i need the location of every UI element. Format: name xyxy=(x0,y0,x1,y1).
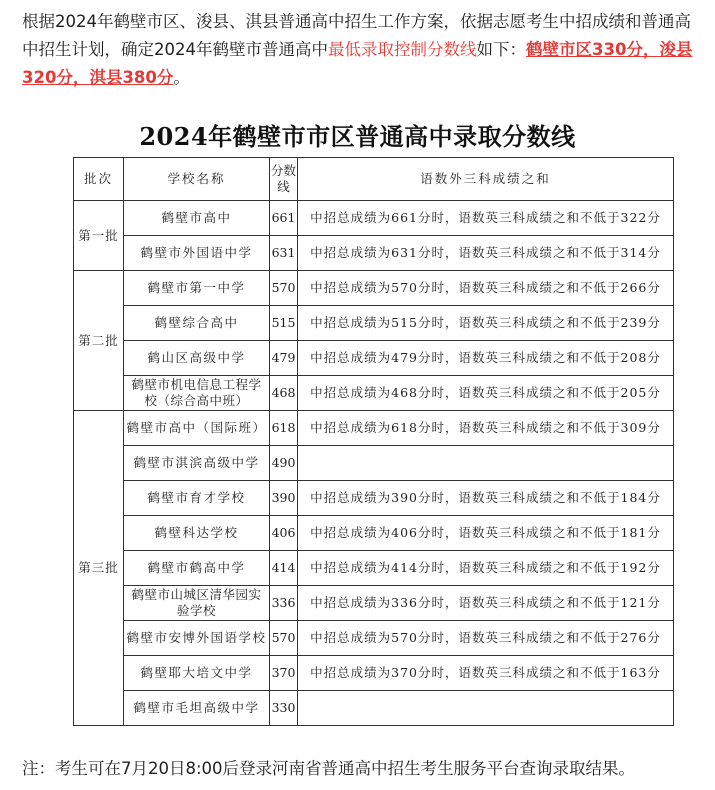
school-name-cell: 鹤山区高级中学 xyxy=(124,341,270,376)
score-cell: 370 xyxy=(270,656,298,691)
score-cell: 631 xyxy=(270,236,298,271)
score-cell: 570 xyxy=(270,271,298,306)
school-name-cell: 鹤壁市机电信息工程学校（综合高中班） xyxy=(124,376,270,411)
intro-highlight-label: 最低录取控制分数线 xyxy=(328,40,477,59)
intro-paragraph xyxy=(22,8,702,92)
table-row xyxy=(74,411,674,446)
intro-text-colon: 如下： xyxy=(476,40,526,59)
school-name-cell: 鹤壁科达学校 xyxy=(124,516,270,551)
header-score xyxy=(270,158,298,201)
table-body xyxy=(74,201,674,726)
score-cell: 468 xyxy=(270,376,298,411)
school-name-cell: 鹤壁市淇滨高级中学 xyxy=(124,446,270,481)
score-cell: 390 xyxy=(270,481,298,516)
score-cell: 406 xyxy=(270,516,298,551)
condition-cell: 中招总成绩为618分时，语数英三科成绩之和不低于309分 xyxy=(298,411,674,446)
intro-text-end: 。 xyxy=(173,68,190,87)
table-row xyxy=(74,446,674,481)
table-title: 2024年鹤壁市市区普通高中录取分数线 xyxy=(139,122,576,151)
batch-cell: 第三批 xyxy=(74,411,124,726)
table-row xyxy=(74,271,674,306)
school-name-cell: 鹤壁市鹤高中学 xyxy=(124,551,270,586)
condition-cell xyxy=(298,446,674,481)
table-row xyxy=(74,376,674,411)
school-name-cell: 鹤壁耶大培文中学 xyxy=(124,656,270,691)
school-name-cell: 鹤壁市育才学校 xyxy=(124,481,270,516)
table-row xyxy=(74,341,674,376)
score-cell: 336 xyxy=(270,586,298,621)
condition-cell: 中招总成绩为468分时，语数英三科成绩之和不低于205分 xyxy=(298,376,674,411)
table-row xyxy=(74,621,674,656)
score-cell: 661 xyxy=(270,201,298,236)
intro-highlight-scores: 鹤壁市区330分，浚县320分，淇县380分 xyxy=(22,40,693,87)
condition-cell: 中招总成绩为631分时，语数英三科成绩之和不低于314分 xyxy=(298,236,674,271)
table-row xyxy=(74,586,674,621)
school-name-cell: 鹤壁市山城区清华园实验学校 xyxy=(124,586,270,621)
condition-cell: 中招总成绩为406分时，语数英三科成绩之和不低于181分 xyxy=(298,516,674,551)
header-sum: 语数外三科成绩之和 xyxy=(298,158,674,201)
batch-cell: 第一批 xyxy=(74,201,124,271)
score-cell: 618 xyxy=(270,411,298,446)
condition-cell: 中招总成绩为570分时，语数英三科成绩之和不低于266分 xyxy=(298,271,674,306)
table-row xyxy=(74,551,674,586)
table-row xyxy=(74,481,674,516)
table-row xyxy=(74,656,674,691)
score-cell: 330 xyxy=(270,691,298,726)
table-row xyxy=(74,306,674,341)
batch-cell: 第二批 xyxy=(74,271,124,411)
score-cell: 515 xyxy=(270,306,298,341)
score-cell: 570 xyxy=(270,621,298,656)
condition-cell: 中招总成绩为370分时，语数英三科成绩之和不低于163分 xyxy=(298,656,674,691)
condition-cell: 中招总成绩为661分时，语数英三科成绩之和不低于322分 xyxy=(298,201,674,236)
score-cell: 414 xyxy=(270,551,298,586)
table-row xyxy=(74,516,674,551)
watermark-icon xyxy=(505,690,675,712)
score-cell: 479 xyxy=(270,341,298,376)
header-score-text: 分数 线 xyxy=(270,163,296,194)
school-name-cell: 鹤壁市外国语中学 xyxy=(124,236,270,271)
school-name-cell: 鹤壁市第一中学 xyxy=(124,271,270,306)
condition-cell: 中招总成绩为515分时，语数英三科成绩之和不低于239分 xyxy=(298,306,674,341)
header-batch: 批次 xyxy=(74,158,124,201)
condition-cell: 中招总成绩为414分时，语数英三科成绩之和不低于192分 xyxy=(298,551,674,586)
table-row xyxy=(74,201,674,236)
score-cell: 490 xyxy=(270,446,298,481)
school-name-cell: 鹤壁综合高中 xyxy=(124,306,270,341)
school-name-cell: 鹤壁市高中 xyxy=(124,201,270,236)
school-name-cell: 鹤壁市高中（国际班） xyxy=(124,411,270,446)
intro-text: 根据2024年鹤壁市区、浚县、淇县普通高中招生工作方案，依据志愿考生中招成绩和普通高中招生计划，确定2024年鹤壁市普通高中 xyxy=(22,12,691,59)
score-table xyxy=(73,157,674,726)
school-name-cell: 鹤壁市毛坦高级中学 xyxy=(124,691,270,726)
school-name-cell: 鹤壁市安博外国语学校 xyxy=(124,621,270,656)
condition-cell: 中招总成绩为479分时，语数英三科成绩之和不低于208分 xyxy=(298,341,674,376)
header-school: 学校名称 xyxy=(124,158,270,201)
footer-note: 注：考生可在7月20日8:00后登录河南省普通高中招生考生服务平台查询录取结果。 xyxy=(22,759,636,778)
table-header-row xyxy=(74,158,674,201)
condition-cell: 中招总成绩为336分时，语数英三科成绩之和不低于121分 xyxy=(298,586,674,621)
condition-cell: 中招总成绩为570分时，语数英三科成绩之和不低于276分 xyxy=(298,621,674,656)
table-row xyxy=(74,236,674,271)
condition-cell: 中招总成绩为390分时，语数英三科成绩之和不低于184分 xyxy=(298,481,674,516)
